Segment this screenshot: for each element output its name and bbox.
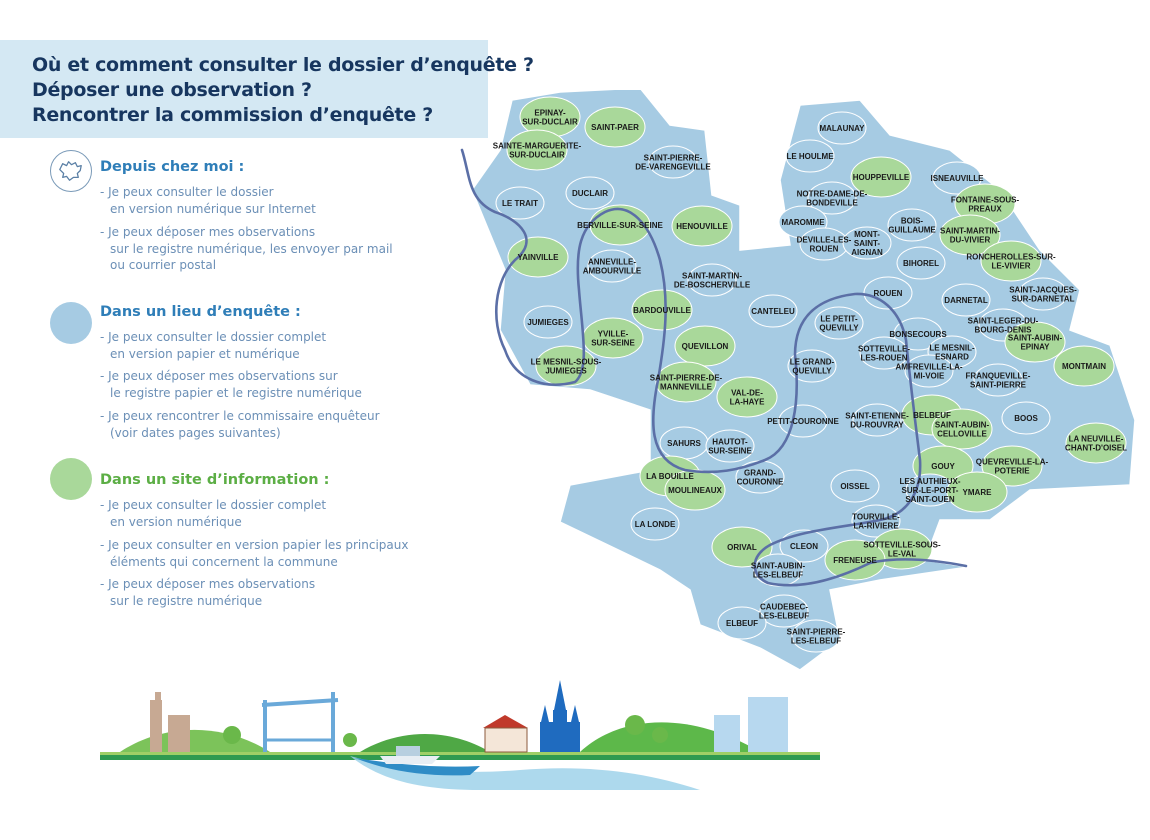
commune-label: GUILLAUME — [888, 225, 936, 235]
commune-label: FRENEUSE — [833, 556, 877, 565]
bullet-line: sur le registre numérique, les envoyer par mail — [110, 241, 393, 256]
commune-label: TOURVILLE- — [852, 512, 900, 522]
commune-label: HAUTOT- — [712, 437, 748, 447]
commune-label: DU-VIVIER — [949, 235, 991, 245]
commune-label: ANNEVILLE- — [588, 257, 636, 267]
commune-label: QUEVILLON — [681, 342, 729, 351]
commune-label: SAINT- — [853, 239, 881, 248]
commune-label: ESNARD — [935, 352, 969, 362]
commune-label: MONTMAIN — [1062, 362, 1106, 371]
communes-map — [455, 90, 1145, 680]
commune-label: BELBEUF — [913, 411, 951, 420]
commune-label: SAINT-PIERRE- — [786, 627, 846, 637]
commune-label: JUMIEGES — [545, 366, 587, 376]
commune-label: DARNETAL — [944, 296, 988, 305]
commune-label: MONT- — [854, 230, 880, 239]
commune-label: SAINT-PIERRE-DE- — [649, 373, 723, 383]
commune-label: SUR-SEINE — [708, 446, 752, 456]
commune-label: SUR-DUCLAIR — [522, 117, 578, 127]
commune-label: LA-HAYE — [729, 397, 765, 407]
commune-label: SAINT-PIERRE — [969, 380, 1027, 390]
commune-label: EPINAY — [1020, 342, 1050, 352]
commune-label: CLEON — [790, 542, 818, 551]
commune-label: DUCLAIR — [572, 189, 608, 198]
normandy-map-outline-icon — [50, 150, 92, 192]
bullet-inquiry-1 — [100, 329, 326, 362]
commune-label: SUR-LE-PORT- — [901, 486, 959, 495]
commune-label: LE MESNIL-SOUS- — [530, 357, 602, 367]
commune-label: MALAUNAY — [819, 124, 865, 133]
bullet-info-3 — [100, 576, 315, 609]
commune-label: MI-VOIE — [913, 371, 945, 381]
commune-label: YVILLE- — [597, 329, 629, 339]
commune-label: FRANQUEVILLE- — [965, 371, 1031, 381]
bullet-line: (voir dates pages suivantes) — [110, 425, 281, 440]
bullet-line: en version numérique sur Internet — [110, 201, 316, 216]
commune-label: PETIT-COURONNE — [767, 417, 839, 426]
commune-label: LA LONDE — [634, 520, 676, 529]
commune-label: BERVILLE-SUR-SEINE — [577, 221, 663, 230]
commune-label: CHANT-D'OISEL — [1065, 443, 1127, 453]
commune-label: DE-BOSCHERVILLE — [673, 280, 751, 290]
bullet-info-2 — [100, 537, 408, 570]
timbered-house-icon — [483, 715, 528, 752]
commune-label: BOOS — [1014, 414, 1038, 423]
bullet-info-1 — [100, 497, 326, 530]
commune-label: HOUPPEVILLE — [852, 173, 910, 182]
commune-label: YMARE — [962, 488, 992, 497]
commune-label: VAL-DE- — [731, 388, 763, 398]
commune-label: DE-VARENGEVILLE — [635, 162, 711, 172]
commune-label: LES AUTHIEUX- — [899, 477, 961, 486]
commune-label: JUMIEGES — [527, 318, 569, 327]
commune-label: SOTTEVILLE-SOUS- — [863, 540, 941, 550]
commune-label: SAINT-PIERRE- — [643, 153, 703, 163]
commune-label: EPINAY- — [534, 108, 566, 118]
commune-label: ROUEN — [809, 244, 839, 254]
modern-buildings-icon — [714, 697, 788, 752]
commune-label: ISNEAUVILLE — [930, 174, 984, 183]
commune-label: GRAND- — [744, 468, 776, 478]
commune-label: QUEVILLY — [792, 366, 832, 376]
commune-label: MANNEVILLE — [660, 382, 712, 392]
lift-bridge-icon — [262, 692, 338, 752]
commune-label: AIGNAN — [851, 248, 883, 257]
blue-circle-icon — [50, 302, 92, 344]
commune-label: SUR-DARNETAL — [1011, 294, 1075, 304]
commune-label: POTERIE — [994, 466, 1030, 476]
commune-label: MAROMME — [781, 218, 825, 227]
commune-label: SAINTE-MARGUERITE- — [492, 141, 582, 151]
commune-label: LA-RIVIERE — [853, 521, 899, 531]
commune-label: BOURG-DENIS — [974, 325, 1032, 335]
bullet-line: - Je peux déposer mes observations — [100, 577, 316, 591]
commune-label: AMFREVILLE-LA- — [895, 362, 963, 372]
commune-label: SAINT-PAER — [591, 123, 639, 132]
commune-label: FONTAINE-SOUS- — [950, 195, 1020, 205]
commune-label: QUEVILLY — [819, 323, 859, 333]
commune-label: SUR-SEINE — [591, 338, 635, 348]
bullet-home-2 — [100, 224, 393, 274]
bullet-line: en version papier et numérique — [110, 346, 300, 361]
commune-label: SAINT-AUBIN- — [1007, 333, 1063, 343]
commune-label: LE-VAL — [887, 549, 917, 559]
commune-label: LE-VIVIER — [991, 261, 1031, 271]
bullet-line: le registre papier et le registre numérique — [110, 385, 362, 400]
commune-label: BARDOUVILLE — [633, 306, 691, 315]
commune-label: BONDEVILLE — [806, 198, 858, 208]
map-regions — [472, 90, 1135, 670]
commune-label: SAINT-ETIENNE- — [845, 411, 909, 421]
commune-label: SAINT-LEGER-DU- — [967, 316, 1039, 326]
bullet-line: - Je peux rencontrer le commissaire enquêteur — [100, 409, 380, 423]
hill-center — [360, 734, 490, 752]
bullet-line: - Je peux consulter en version papier les principaux — [100, 538, 409, 552]
commune-label: OISSEL — [840, 482, 870, 491]
commune-label: HENOUVILLE — [676, 222, 728, 231]
commune-label: LE TRAIT — [502, 199, 538, 208]
commune-label: LES-ELBEUF — [758, 611, 810, 621]
commune-label: LES-ELBEUF — [752, 570, 804, 580]
abbey-ruins-icon — [150, 692, 190, 752]
commune-label: NOTRE-DAME-DE- — [796, 189, 868, 199]
commune-label: SAINT-MARTIN- — [682, 271, 742, 281]
commune-label: MOULINEAUX — [668, 486, 722, 495]
commune-label: GOUY — [931, 462, 955, 471]
page-title-line-3: Rencontrer la commission d’enquête ? — [32, 104, 433, 126]
bullet-line: - Je peux consulter le dossier complet — [100, 330, 327, 344]
bullet-line: ou courrier postal — [110, 258, 217, 272]
commune-label: LE HOULME — [786, 152, 834, 161]
commune-label: CELLOVILLE — [937, 429, 987, 439]
commune-label: BIHOREL — [903, 259, 939, 268]
commune-label: LES-ROUEN — [860, 353, 908, 363]
commune-label: LES-ELBEUF — [790, 636, 842, 646]
green-circle-icon — [50, 458, 92, 500]
commune-label: ELBEUF — [726, 619, 758, 628]
bullet-line: sur le registre numérique — [110, 593, 263, 608]
page-title-line-1: Où et comment consulter le dossier d’enquête ? — [32, 54, 534, 76]
commune-label: CANTELEU — [751, 307, 795, 316]
city-skyline-illustration — [100, 670, 820, 800]
commune-label: QUEVREVILLE-LA- — [975, 457, 1049, 467]
commune-label: SAHURS — [667, 439, 701, 448]
normandy-map-outline-icon-svg — [51, 151, 90, 190]
page-title-line-2: Déposer une observation ? — [32, 79, 312, 101]
bullet-line: éléments qui concernent la commune — [110, 554, 338, 569]
commune-label: BOIS- — [900, 216, 924, 226]
commune-label: DEVILLE-LES- — [796, 235, 852, 245]
commune-label: SOTTEVILLE- — [858, 344, 910, 354]
commune-label: SAINT-MARTIN- — [940, 226, 1000, 236]
bullet-line: - Je peux déposer mes observations — [100, 225, 316, 239]
commune-label: PREAUX — [968, 204, 1002, 214]
bullet-line: en version numérique — [110, 514, 242, 529]
commune-label: LE PETIT- — [820, 314, 858, 324]
commune-label: SAINT-JACQUES- — [1009, 285, 1077, 295]
commune-label: CAUDEBEC- — [760, 602, 808, 612]
commune-label: RONCHEROLLES-SUR- — [966, 252, 1056, 262]
section-title-home: Depuis chez moi : — [100, 159, 245, 175]
bullet-home-1 — [100, 184, 316, 217]
commune-label: BONSECOURS — [889, 330, 947, 339]
commune-label: LA BOUILLE — [646, 472, 694, 481]
bullet-inquiry-2 — [100, 368, 362, 401]
commune-label: ORIVAL — [727, 543, 757, 552]
section-title-information-site: Dans un site d’information : — [100, 472, 330, 488]
bullet-line: - Je peux consulter le dossier — [100, 185, 274, 199]
commune-label: SAINT-AUBIN- — [934, 420, 990, 430]
commune-label: COURONNE — [736, 477, 784, 487]
commune-label: SAINT-AUBIN- — [750, 561, 806, 571]
commune-label: AMBOURVILLE — [582, 266, 642, 276]
commune-label: SUR-DUCLAIR — [509, 150, 565, 160]
commune-label: YAINVILLE — [517, 253, 559, 262]
commune-label: DU-ROUVRAY — [850, 420, 904, 430]
commune-label: ROUEN — [873, 289, 903, 298]
commune-label: LE MESNIL- — [929, 343, 975, 353]
commune-label: LA NEUVILLE- — [1068, 434, 1124, 444]
hill-left — [120, 730, 270, 752]
bullet-inquiry-3 — [100, 408, 380, 441]
wave-deep-green — [100, 755, 820, 760]
commune-label: LE GRAND- — [789, 357, 835, 367]
commune-label: SAINT-OUEN — [905, 495, 955, 504]
bullet-line: - Je peux déposer mes observations sur — [100, 369, 338, 383]
section-title-inquiry-place: Dans un lieu d’enquête : — [100, 304, 301, 320]
bullet-line: - Je peux consulter le dossier complet — [100, 498, 327, 512]
cathedral-icon — [540, 680, 580, 752]
